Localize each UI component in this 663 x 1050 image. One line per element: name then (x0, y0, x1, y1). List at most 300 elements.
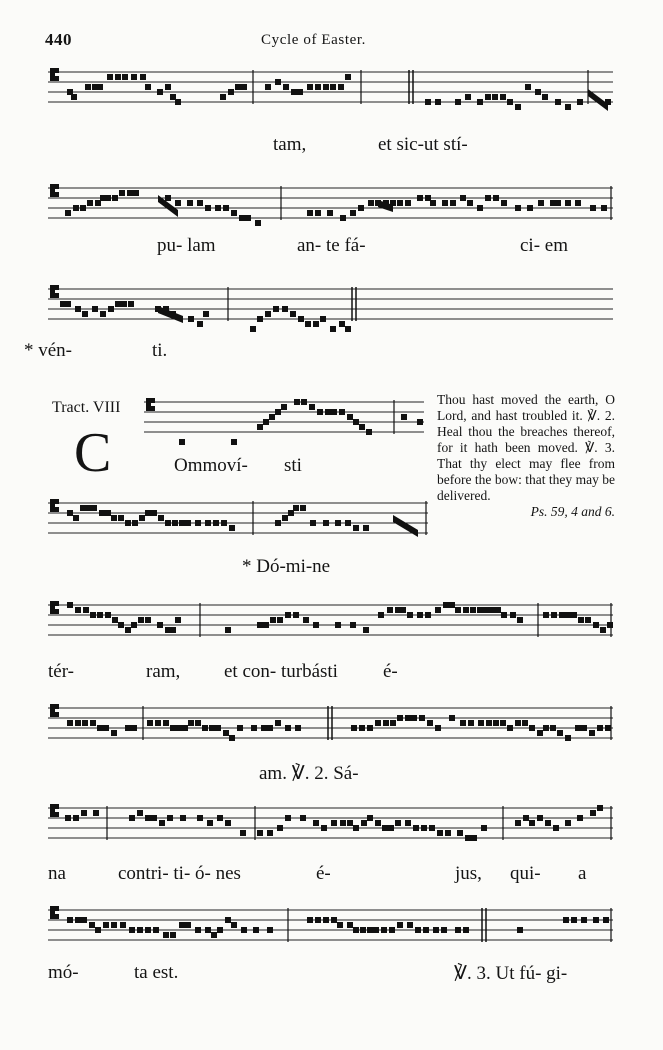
neume-note (557, 730, 563, 736)
neume-note (81, 917, 87, 923)
neume-note (67, 720, 73, 726)
neume-note (75, 720, 81, 726)
neume-note (433, 927, 439, 933)
neume-note (251, 725, 257, 731)
neume-note (67, 510, 73, 516)
neume-note (133, 190, 139, 196)
neume-note (163, 932, 169, 938)
neume-note (138, 617, 144, 623)
neume-note (120, 922, 126, 928)
neume-note (163, 720, 169, 726)
neume-note (350, 210, 356, 216)
neume-note (99, 510, 105, 516)
lyric-syllable: ram, (146, 661, 181, 682)
neume-note (590, 810, 596, 816)
lyric-syllable: é- (316, 863, 331, 884)
scripture-reference: Ps. 59, 4 and 6. (530, 504, 615, 519)
neume-note (153, 927, 159, 933)
neume-note (89, 922, 95, 928)
neume-note (605, 725, 611, 731)
neume-note (600, 627, 606, 633)
neume-note (545, 820, 551, 826)
neume-note (395, 820, 401, 826)
lyric-syllable: ta est. (134, 962, 179, 983)
neume-note (315, 917, 321, 923)
neume-note (112, 195, 118, 201)
neume-note (180, 815, 186, 821)
neume-note (93, 810, 99, 816)
neume-note (425, 612, 431, 618)
neume-note (209, 725, 215, 731)
neume-note (500, 94, 506, 100)
neume-note (388, 825, 394, 831)
staff (144, 392, 424, 442)
staff (48, 279, 613, 329)
neume-note (139, 515, 145, 521)
neume-note (275, 520, 281, 526)
neume-note (581, 725, 587, 731)
neume-note (205, 205, 211, 211)
neume-note (125, 520, 131, 526)
neume-note (281, 404, 287, 410)
neume-note (375, 820, 381, 826)
neume-note (195, 520, 201, 526)
neume-note (170, 932, 176, 938)
neume-note (275, 79, 281, 85)
neume-note (321, 825, 327, 831)
neume-note (129, 815, 135, 821)
neume-note (571, 917, 577, 923)
neume-note (229, 735, 235, 741)
neume-note (111, 922, 117, 928)
neume-note (175, 200, 181, 206)
lyric-syllable: ℣. 3. Ut fú- gi- (454, 963, 568, 984)
lyric-syllable: et sic-ut stí- (378, 134, 468, 155)
tract-label: Tract. VIII (52, 399, 121, 416)
neume-note (363, 525, 369, 531)
neume-note (421, 825, 427, 831)
neume-note (125, 725, 131, 731)
neume-note (423, 927, 429, 933)
neume-note (325, 409, 331, 415)
neume-note (298, 316, 304, 322)
neume-note (217, 815, 223, 821)
clef-mark (151, 398, 155, 403)
neume-note (195, 927, 201, 933)
neume-note (300, 505, 306, 511)
neume-note (331, 917, 337, 923)
neume-note (367, 815, 373, 821)
neume-note (228, 89, 234, 95)
neume-note (331, 820, 337, 826)
neume-note (551, 612, 557, 618)
neume-note (465, 835, 471, 841)
neume-note (597, 725, 603, 731)
neume-note (368, 200, 374, 206)
neume-note (213, 520, 219, 526)
clef-mark (55, 192, 59, 197)
neume-note (92, 306, 98, 312)
neume-note (477, 607, 483, 613)
neume-note (75, 917, 81, 923)
clef-mark (55, 285, 59, 290)
neume-note (67, 602, 73, 608)
neume-note (330, 326, 336, 332)
neume-note (185, 922, 191, 928)
neume-note (345, 326, 351, 332)
neume-note (229, 525, 235, 531)
neume-note (285, 725, 291, 731)
neume-note (83, 607, 89, 613)
neume-note (267, 927, 273, 933)
neume-note (121, 301, 127, 307)
neume-note (73, 815, 79, 821)
clef-mark (55, 507, 59, 512)
neume-ligature (393, 515, 418, 537)
neume-note (240, 830, 246, 836)
neume-note (294, 399, 300, 405)
clef-mark (50, 601, 55, 614)
neume-note (82, 311, 88, 317)
lyric-syllable: an- te fá- (297, 235, 366, 256)
neume-note (80, 205, 86, 211)
neume-note (445, 830, 451, 836)
neume-note (510, 612, 516, 618)
neume-note (75, 607, 81, 613)
neume-note (550, 725, 556, 731)
neume-note (460, 195, 466, 201)
neume-note (97, 84, 103, 90)
neume-note (257, 316, 263, 322)
neume-note (515, 820, 521, 826)
neume-note (565, 820, 571, 826)
neume-note (457, 830, 463, 836)
neume-note (555, 200, 561, 206)
neume-note (389, 927, 395, 933)
neume-note (407, 922, 413, 928)
neume-note (309, 404, 315, 410)
neume-note (460, 720, 466, 726)
neume-note (137, 810, 143, 816)
neume-note (203, 311, 209, 317)
lyric-syllable: tér- (48, 661, 74, 682)
neume-note (105, 195, 111, 201)
neume-note (397, 715, 403, 721)
running-title: Cycle of Easter. (261, 32, 366, 48)
neume-note (535, 89, 541, 95)
neume-note (269, 414, 275, 420)
translation-body: Thou hast moved the earth, O Lord, and hast troubled it. ℣. 2. Heal thou the breaches thereof, for it hath been moved. ℣. 3. That thy elect may flee from before the bow: that they may be delivered. (437, 392, 615, 503)
neume-note (543, 725, 549, 731)
neume-note (435, 725, 441, 731)
neume-note (373, 927, 379, 933)
staff (48, 900, 613, 950)
clef-mark (50, 804, 55, 817)
lyric-syllable: sti (284, 455, 302, 476)
neume-note (430, 200, 436, 206)
clef-mark (55, 914, 59, 919)
neume-note (323, 84, 329, 90)
neume-note (127, 190, 133, 196)
neume-note (170, 627, 176, 633)
neume-note (405, 200, 411, 206)
neume-note (555, 99, 561, 105)
neume-note (241, 927, 247, 933)
neume-note (353, 419, 359, 425)
neume-note (435, 99, 441, 105)
neume-note (211, 932, 217, 938)
neume-note (413, 825, 419, 831)
neume-note (515, 205, 521, 211)
neume-note (97, 725, 103, 731)
neume-note (347, 820, 353, 826)
neume-note (165, 520, 171, 526)
neume-note (111, 515, 117, 521)
neume-note (593, 917, 599, 923)
neume-note (225, 917, 231, 923)
neume-note (335, 520, 341, 526)
neume-note (73, 205, 79, 211)
neume-note (257, 830, 263, 836)
neume-note (165, 195, 171, 201)
neume-note (382, 825, 388, 831)
neume-note (253, 927, 259, 933)
neume-note (345, 520, 351, 526)
neume-note (359, 725, 365, 731)
neume-note (335, 622, 341, 628)
neume-note (137, 927, 143, 933)
neume-note (417, 419, 423, 425)
neume-note (237, 725, 243, 731)
neume-note (179, 439, 185, 445)
neume-note (467, 200, 473, 206)
neume-note (105, 612, 111, 618)
neume-note (507, 725, 513, 731)
clef-mark (50, 499, 55, 512)
neume-note (145, 617, 151, 623)
neume-note (282, 515, 288, 521)
neume-note (172, 520, 178, 526)
neume-note (108, 306, 114, 312)
lyric-syllable: ti. (152, 340, 168, 361)
neume-note (585, 617, 591, 623)
neume-note (537, 815, 543, 821)
staff (48, 595, 613, 645)
neume-note (463, 607, 469, 613)
neume-note (231, 439, 237, 445)
neume-note (565, 104, 571, 110)
neume-note (291, 89, 297, 95)
neume-note (339, 321, 345, 327)
neume-note (275, 720, 281, 726)
clef-mark (55, 704, 59, 709)
neume-note (571, 612, 577, 618)
neume-note (317, 409, 323, 415)
neume-note (310, 520, 316, 526)
neume-note (82, 720, 88, 726)
neume-note (257, 424, 263, 430)
neume-note (67, 917, 73, 923)
neume-note (95, 927, 101, 933)
neume-note (188, 316, 194, 322)
neume-note (155, 720, 161, 726)
neume-note (353, 927, 359, 933)
neume-note (297, 89, 303, 95)
lyric-syllable: tam, (273, 134, 307, 155)
initial-letter: C (74, 422, 112, 484)
neume-note (215, 205, 221, 211)
neume-note (601, 205, 607, 211)
neume-note (131, 622, 137, 628)
neume-note (100, 311, 106, 317)
neume-note (295, 725, 301, 731)
neume-note (360, 927, 366, 933)
clef-mark (55, 712, 59, 717)
neume-note (157, 622, 163, 628)
neume-note (351, 725, 357, 731)
lyric-syllable: na (48, 863, 66, 884)
neume-note (131, 725, 137, 731)
neume-note (217, 927, 223, 933)
neume-note (215, 725, 221, 731)
neume-note (450, 200, 456, 206)
clef-mark (50, 285, 55, 298)
neume-note (465, 94, 471, 100)
neume-note (115, 74, 121, 80)
neume-note (221, 520, 227, 526)
lyric-syllable: a (578, 863, 587, 884)
neume-note (285, 815, 291, 821)
neume-note (455, 927, 461, 933)
neume-note (350, 622, 356, 628)
clef-mark (50, 68, 55, 81)
staff (48, 178, 613, 228)
neume-note (235, 84, 241, 90)
neume-note (277, 617, 283, 623)
neume-note (255, 220, 261, 226)
neume-note (261, 725, 267, 731)
neume-note (405, 820, 411, 826)
neume-note (300, 815, 306, 821)
neume-note (75, 306, 81, 312)
neume-note (231, 210, 237, 216)
lyric-syllable: * Dó-mi-ne (242, 556, 331, 577)
neume-note (320, 316, 326, 322)
neume-note (145, 510, 151, 516)
neume-note (366, 429, 372, 435)
neume-note (581, 917, 587, 923)
neume-note (443, 602, 449, 608)
neume-note (367, 725, 373, 731)
neume-note (425, 99, 431, 105)
neume-note (485, 195, 491, 201)
neume-note (578, 617, 584, 623)
neume-note (179, 520, 185, 526)
neume-note (315, 210, 321, 216)
lyric-syllable: am. ℣. 2. Sá- (259, 763, 359, 784)
neume-note (478, 720, 484, 726)
neume-note (593, 622, 599, 628)
neume-note (65, 210, 71, 216)
clef-mark (55, 76, 59, 81)
staff (48, 62, 613, 112)
neume-note (361, 820, 367, 826)
neume-note (331, 409, 337, 415)
neume-note (501, 612, 507, 618)
neume-note (263, 622, 269, 628)
neume-note (537, 730, 543, 736)
neume-note (85, 505, 91, 511)
lyric-syllable: contri- ti- ó- nes (118, 863, 241, 884)
neume-note (575, 200, 581, 206)
neume-note (73, 515, 79, 521)
neume-note (179, 922, 185, 928)
neume-note (340, 215, 346, 221)
clef-mark (55, 184, 59, 189)
neume-note (207, 820, 213, 826)
clef-mark (50, 704, 55, 717)
neume-note (358, 205, 364, 211)
neume-note (197, 200, 203, 206)
neume-note (390, 720, 396, 726)
neume-note (231, 922, 237, 928)
neume-note (500, 720, 506, 726)
neume-note (559, 612, 565, 618)
neume-note (327, 210, 333, 216)
neume-note (131, 74, 137, 80)
neume-note (65, 815, 71, 821)
neume-note (427, 720, 433, 726)
neume-note (437, 830, 443, 836)
neume-note (501, 200, 507, 206)
neume-note (313, 321, 319, 327)
neume-note (151, 815, 157, 821)
clef-mark (55, 812, 59, 817)
neume-note (182, 725, 188, 731)
neume-note (563, 917, 569, 923)
neume-note (486, 720, 492, 726)
neume-note (265, 84, 271, 90)
neume-note (417, 612, 423, 618)
clef-mark (55, 609, 59, 614)
neume-note (129, 927, 135, 933)
neume-note (263, 419, 269, 425)
neume-note (275, 409, 281, 415)
neume-note (147, 720, 153, 726)
neume-note (455, 99, 461, 105)
neume-note (267, 725, 273, 731)
neume-note (442, 200, 448, 206)
neume-note (495, 607, 501, 613)
neume-note (330, 84, 336, 90)
neume-note (470, 607, 476, 613)
neume-note (103, 922, 109, 928)
staff (48, 798, 613, 848)
neume-note (375, 720, 381, 726)
neume-note (565, 735, 571, 741)
neume-note (81, 810, 87, 816)
neume-note (542, 94, 548, 100)
neume-note (250, 326, 256, 332)
neume-note (565, 200, 571, 206)
staff (48, 698, 613, 748)
neume-note (301, 399, 307, 405)
neume-note (483, 607, 489, 613)
neume-note (347, 922, 353, 928)
neume-note (90, 720, 96, 726)
neume-note (527, 205, 533, 211)
neume-note (303, 617, 309, 623)
